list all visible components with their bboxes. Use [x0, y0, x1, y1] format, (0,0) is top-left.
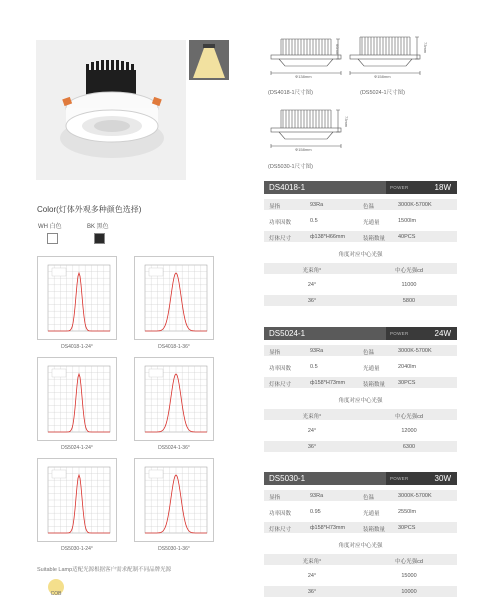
spec-table-ds5030: [264, 472, 457, 597]
dimension-width-label-1: Φ138mm: [295, 74, 312, 79]
power-value: 18W: [434, 183, 451, 192]
color-section-title: Color(灯体外观多种颜色选择): [37, 205, 142, 214]
spec-key: 功率因数: [269, 365, 292, 372]
dimension-height-label-3: 73mm: [344, 116, 349, 128]
spec-key: 色温: [363, 349, 375, 356]
beam-angle-icon: [189, 40, 229, 80]
curve-chart-1: [37, 256, 117, 340]
spec-key: 显指: [269, 203, 281, 210]
center-intensity: 5800: [402, 297, 416, 304]
beam-row: [264, 425, 457, 436]
beam-row: [264, 586, 457, 597]
spec-value: 93Ra: [310, 492, 324, 499]
column-header: 中心光强cd: [395, 558, 423, 565]
spec-key: 光通量: [363, 219, 380, 226]
spec-value: 3000K-5700K: [398, 347, 432, 354]
dimension-caption-2: (DS5024-1尺寸图): [360, 90, 405, 96]
column-header-row: [264, 263, 457, 274]
spec-key: 色温: [363, 203, 375, 210]
spec-header: [264, 327, 457, 340]
cob-label: COB: [50, 591, 62, 597]
beam-angle: 36°: [307, 297, 317, 304]
model-name: DS5030-1: [269, 474, 306, 483]
column-header-row: [264, 409, 457, 420]
curve-chart-6: [134, 458, 214, 542]
color-option-label-black: BK 黑色: [87, 224, 109, 230]
power-box: [386, 472, 457, 485]
curve-caption-2: DS4018-1-36°: [158, 344, 190, 350]
curve-caption-4: DS5024-1-36°: [158, 445, 190, 451]
spec-row: [264, 522, 457, 533]
spec-value: 0.5: [310, 217, 318, 224]
column-header: 光束角°: [302, 558, 322, 565]
power-value: 24W: [434, 329, 451, 338]
curve-chart-4: [134, 357, 214, 441]
beam-row: [264, 570, 457, 581]
spec-table-ds4018: [264, 181, 457, 306]
curve-caption-3: DS5024-1-24°: [61, 445, 93, 451]
center-intensity: 12000: [401, 427, 417, 434]
column-header: 中心光强cd: [395, 413, 423, 420]
spec-value: 93Ra: [310, 347, 324, 354]
beam-angle: 24°: [307, 281, 317, 288]
spec-value: ф138*H66mm: [310, 233, 346, 240]
spec-row: [264, 231, 457, 242]
spec-row: [264, 377, 457, 388]
spec-key: 色温: [363, 494, 375, 501]
product-photo: [36, 40, 186, 180]
color-swatch-black[interactable]: [94, 233, 105, 244]
spec-value: 3000K-5700K: [398, 492, 432, 499]
power-label: POWER: [390, 185, 409, 190]
spec-key: 装箱数量: [363, 381, 386, 388]
curve-legend: [149, 470, 163, 478]
beam-row: [264, 279, 457, 290]
curve-caption-5: DS5030-1-24°: [61, 546, 93, 552]
spec-value: 0.5: [310, 363, 318, 370]
spec-value: 30PCS: [398, 379, 416, 386]
spec-value: 2550lm: [398, 508, 417, 515]
beam-angle: 24°: [307, 427, 317, 434]
center-intensity: 10000: [401, 588, 417, 595]
spec-key: 灯体尺寸: [269, 526, 292, 533]
spec-value: ф158*H73mm: [310, 379, 346, 386]
spec-row: [264, 345, 457, 356]
power-value: 30W: [434, 474, 451, 483]
spec-key: 灯体尺寸: [269, 235, 292, 242]
column-header-row: [264, 554, 457, 565]
model-name: DS5024-1: [269, 329, 306, 338]
section-title-row: [264, 247, 457, 258]
beam-row: [264, 441, 457, 452]
spec-value: ф158*H73mm: [310, 524, 346, 531]
spec-key: 光通量: [363, 510, 380, 517]
spec-key: 显指: [269, 494, 281, 501]
power-box: [386, 327, 457, 340]
column-header: 光束角°: [302, 267, 322, 274]
curve-caption-1: DS4018-1-24°: [61, 344, 93, 350]
spec-table-ds5024: [264, 327, 457, 452]
dimension-width-label-3: Φ158mm: [295, 147, 312, 152]
spec-row: [264, 361, 457, 372]
model-name: DS4018-1: [269, 183, 306, 192]
spec-key: 灯体尺寸: [269, 381, 292, 388]
spec-value: 1500lm: [398, 217, 417, 224]
spec-header: [264, 181, 457, 194]
dimension-height-label-2: 73mm: [423, 42, 428, 54]
curve-legend: [52, 369, 66, 377]
curve-caption-6: DS5030-1-36°: [158, 546, 190, 552]
color-swatch-white[interactable]: [47, 233, 58, 244]
spec-value: 93Ra: [310, 201, 324, 208]
spec-key: 装箱数量: [363, 235, 386, 242]
suitable-lamp-text: Suitable Lamp适配光源根据客户需求配制不同品牌光源: [37, 567, 172, 573]
curve-legend: [52, 470, 66, 478]
dimension-caption-3: (DS5030-1尺寸图): [268, 164, 313, 170]
beam-angle: 24°: [307, 572, 317, 579]
spec-key: 功率因数: [269, 219, 292, 226]
section-title: 角度对应中心光强: [338, 542, 383, 549]
section-title: 角度对应中心光强: [338, 251, 383, 258]
column-header: 中心光强cd: [395, 267, 423, 274]
center-intensity: 11000: [401, 281, 417, 288]
spec-value: 30PCS: [398, 524, 416, 531]
spec-row: [264, 506, 457, 517]
spec-row: [264, 215, 457, 226]
spec-key: 装箱数量: [363, 526, 386, 533]
dimension-width-label-2: Φ158mm: [374, 74, 391, 79]
dimension-height-label-1: 66mm: [335, 44, 340, 56]
beam-row: [264, 295, 457, 306]
spec-value: 3000K-5700K: [398, 201, 432, 208]
section-title: 角度对应中心光强: [338, 397, 383, 404]
spec-value: 2040lm: [398, 363, 417, 370]
beam-angle: 36°: [307, 443, 317, 450]
curve-chart-3: [37, 357, 117, 441]
center-intensity: 6300: [402, 443, 416, 450]
curve-legend: [149, 369, 163, 377]
beam-angle: 36°: [307, 588, 317, 595]
spec-value: 0.95: [310, 508, 321, 515]
section-title-row: [264, 393, 457, 404]
spec-value: 40PCS: [398, 233, 416, 240]
spec-row: [264, 490, 457, 501]
curve-chart-5: [37, 458, 117, 542]
spec-key: 功率因数: [269, 510, 292, 517]
curve-chart-2: [134, 256, 214, 340]
spec-key: 显指: [269, 349, 281, 356]
power-label: POWER: [390, 476, 409, 481]
section-title-row: [264, 538, 457, 549]
color-option-label-white: WH 白色: [38, 224, 62, 230]
spec-row: [264, 199, 457, 210]
center-intensity: 15000: [401, 572, 417, 579]
dimension-caption-1: (DS4018-1尺寸图): [268, 90, 313, 96]
curve-legend: [52, 268, 66, 276]
power-label: POWER: [390, 331, 409, 336]
curve-legend: [149, 268, 163, 276]
column-header: 光束角°: [302, 413, 322, 420]
power-box: [386, 181, 457, 194]
spec-key: 光通量: [363, 365, 380, 372]
spec-header: [264, 472, 457, 485]
